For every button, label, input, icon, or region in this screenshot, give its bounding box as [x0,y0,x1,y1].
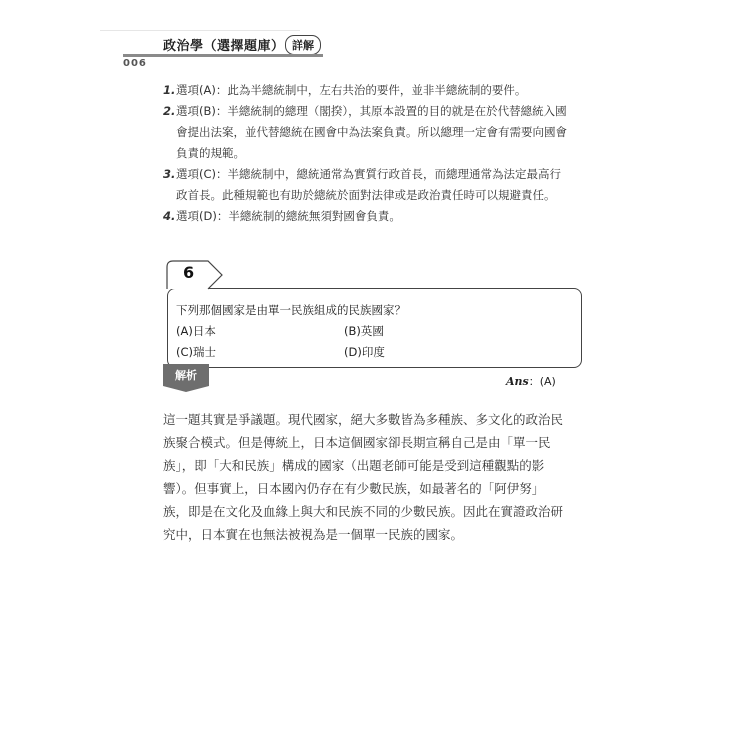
option-c: (C)瑞士 [176,345,217,359]
option-d: (D)印度 [344,345,385,359]
answer [506,373,556,389]
explanation-text: 選項(A)：此為半總統制中，左右共治的要件，並非半總統制的要件。 [176,83,527,97]
header-rule [123,54,323,57]
explanation-item [163,101,568,164]
question-number-tab [166,260,226,290]
header-rule-top [100,30,300,31]
option-a: (A)日本 [176,324,216,338]
analysis-paragraph: 這一題其實是爭議題。現代國家，絕大多數皆為多種族、多文化的政治民族聚合模式。但是傳統上，日本這個國家卻長期宣稱自己是由「單一民族」，即「大和民族」構成的國家（出題老師可能是受到這種觀點的影響）。但事實上，日本國內仍存在有少數民族，如最著名的「阿伊努」族，即是在文化及血緣上與大和民族不同的少數民族。因此在實證政治研究中，日本實在也無法被視為是一個單一民族的國家。 [163,412,564,542]
explanation-number: 2. [163,104,176,118]
book-title: 政治學（選擇題庫） [163,39,285,54]
explanation-number: 3. [163,167,176,181]
explanation-text: 選項(B)：半總統制的總理（閣揆），其原本設置的目的就是在於代替總統入國會提出法案，並代替總統在國會中為法案負責。所以總理一定會有需要向國會負責的規範。 [176,104,567,160]
explanation-number: 1. [163,83,176,97]
analysis-tag: 解析 [163,364,209,386]
answer-value: ：(A) [528,375,556,388]
question-stem: 下列那個國家是由單一民族組成的民族國家？ [176,303,406,317]
page-number: 006 [123,58,147,69]
explanation-item [163,80,568,101]
option-b: (B)英國 [344,324,384,338]
explanation-text: 選項(C)：半總統制中，總統通常為實質行政首長，而總理通常為法定最高行政首長。此種規範也有助於總統於面對法律或是政治責任時可以規避責任。 [176,167,561,202]
explanation-number: 4. [163,209,176,223]
explanation-list [163,80,568,227]
section-badge: 詳解 [285,35,321,55]
answer-label: Ans [506,375,529,388]
analysis-tag-tip [163,386,209,392]
explanation-item [163,164,568,206]
explanation-item [163,206,568,227]
explanation-text: 選項(D)：半總統制的總統無須對國會負責。 [176,209,401,223]
question-number: 6 [183,263,195,282]
